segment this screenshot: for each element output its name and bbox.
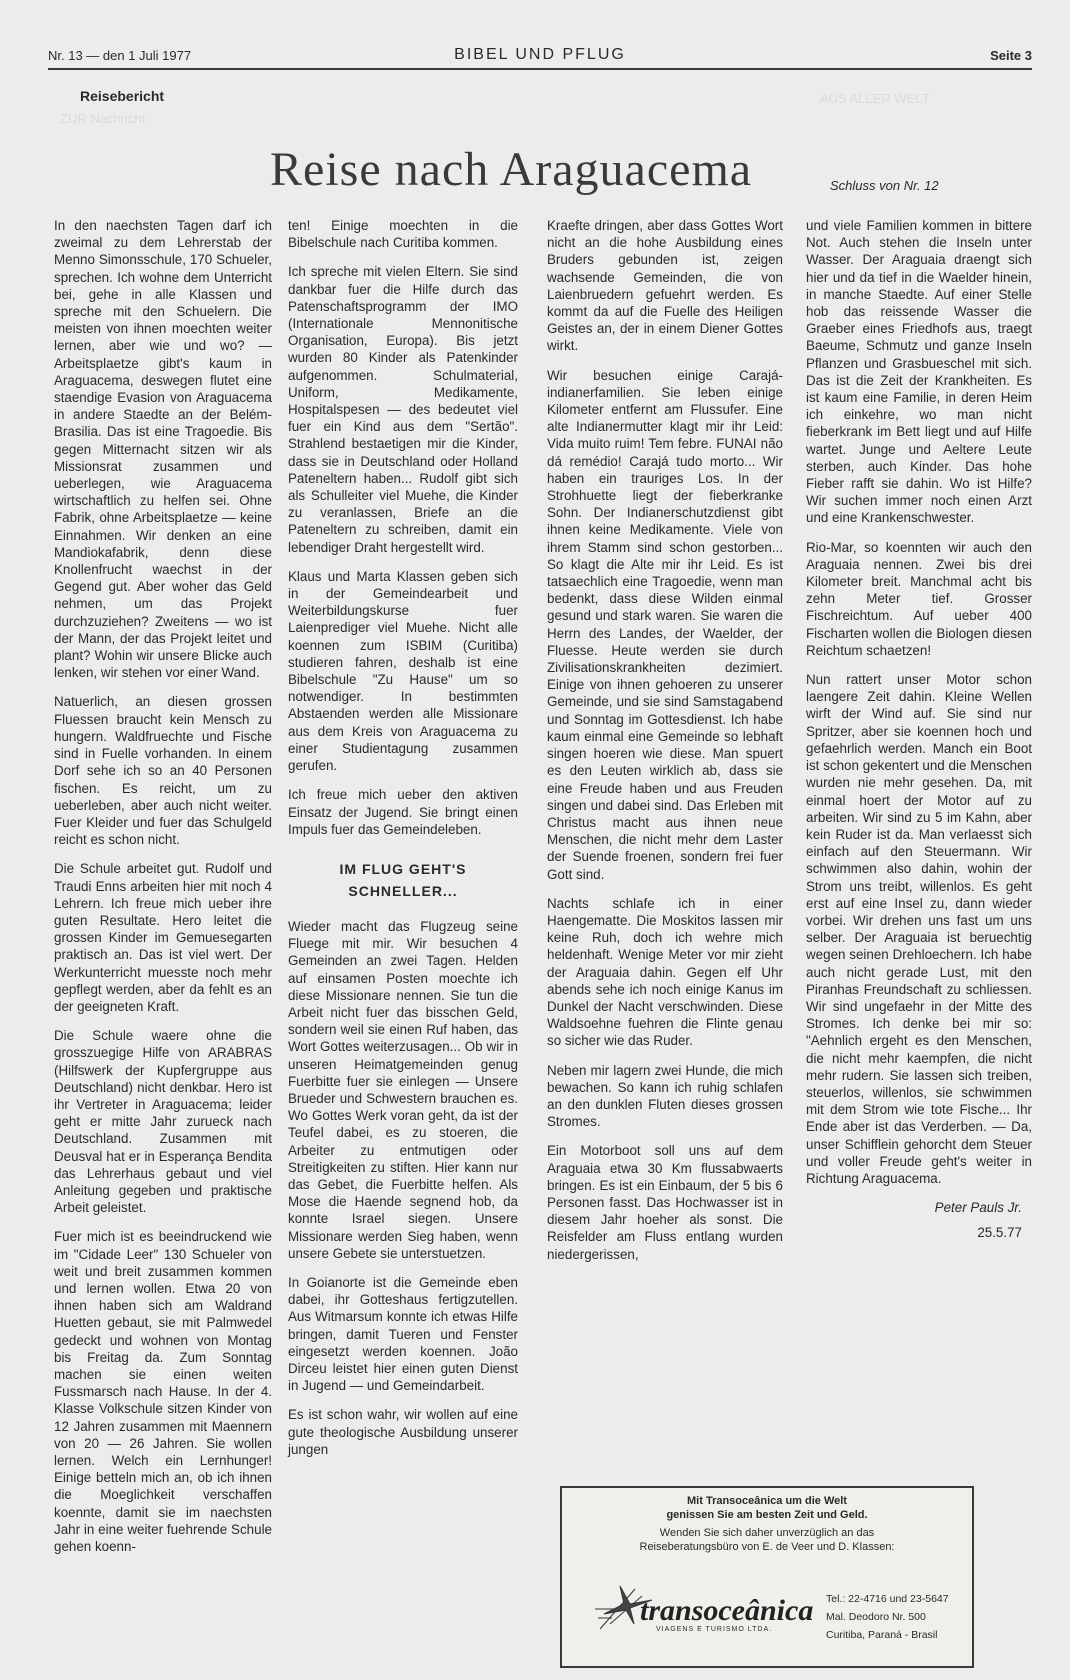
newspaper-name: BIBEL UND PFLUG bbox=[454, 46, 626, 63]
ad-contact bbox=[826, 1590, 949, 1644]
paragraph: Natuerlich, an diesen grossen Fluessen braucht kein Mensch zu hungern. Waldfruechte und Fische sind in Fuelle vorhanden. In einem Dorf sehe ich so an 40 Personen fischen. Es reicht, um zu ueberleben, aber auch nicht weiter. Fuer Kleider und fuer das Schulgeld reicht es schon nicht. bbox=[54, 694, 272, 848]
paragraph: Rio-Mar, so koennten wir auch den Araguaia nennen. Zwei bis drei Kilometer breit. Manchmal acht bis zehn Meter tief. Grosser Fischreichtum. Auf ueber 400 Fischarten wollen die Biologen diesen Reichtum schaetzen! bbox=[806, 539, 1032, 658]
ad-line-2: genissen Sie am besten Zeit und Geld. bbox=[666, 1509, 868, 1521]
paragraph: Fuer mich ist es beeindruckend wie im "Cidade Leer" 130 Schueler von weit und breit zusammen kommen und lernen wollen. Etwa 20 von ihnen haben sich am Waldrand Huetten gebaut, sie mit Palmwedel gedeckt und wohnen von Montag bis Freitag da. Zum Sonntag machen sie einen weiten Fussmarsch nach Hause. In der 4. Klasse Volkschule sitzen Kinder von 12 Jahren zusammen mit Maennern von 20 — 26 Jahren. Sie wollen lernen. Welch ein Lernhunger! Einige betteln mich an, ob ich ihnen die Moeglichkeit verschaffen koennte, damit sie im naechsten Jahr in eine weiter fuehrende Schule gehen koenn- bbox=[54, 1229, 272, 1555]
ad-line-3: Wenden Sie sich daher unverzüglich an das bbox=[659, 1527, 875, 1539]
paragraph: Die Schule waere ohne die grosszuegige Hilfe von ARABRAS (Hilfswerk der Kupfergruppe aus Deutschland) nicht denkbar. Hero ist ihr Vertreter in Araguacema; leider geht er mitte Jahr zurueck nach Deutschland. Zusammen mit Deusval hat er in Esperança Bendita das Lehrerhaus gebaut und viel Anleitung gegeben und praktische Arbeit geleistet. bbox=[54, 1028, 272, 1216]
page-number: Seite 3 bbox=[990, 48, 1032, 63]
issue-info: Nr. 13 — den 1 Juli 1977 bbox=[48, 48, 192, 63]
paragraph: Ich spreche mit vielen Eltern. Sie sind dankbar fuer die Hilfe durch das Patenschaftsprogramm der IMO (Internationale Mennonitische Organisation, Europa). Bis jetzt wurden 80 Kinder als Patenkinder aufgenommen. Schulmaterial, Uniform, Medikamente, Hospitalspesen — des bedeutet viel fuer ein Kind aus dem "Sertão". Strahlend bestaetigen mir die Kinder, dass sie in Deutschland oder Holland Pateneltern haben... Rudolf gibt sich als Schulleiter viel Muehe, die Kinder zu veranlassen, Briefe an die Pateneltern zu schreiben, damit ein lebendiger Draht hergestellt wird. bbox=[288, 264, 518, 555]
newspaper-page: AUS ALLER WELT ZUR Nachricht Nr. 13 — den 1 Juli 1977 BIBEL UND PFLUG Seite 3 Reisebericht Reise nach Araguacema Schluss von Nr. 12 In den naechsten Tagen darf ich zweimal zu dem Lehrerstab der Menno Simonsschule, 170 Schueler, sprechen. Ich wohne dem Unterricht bei, gehe in alle Klassen und spreche mit den Schuelern. Die meisten von ihnen moechten weiter lernen, aber wie und wo? — Arbeitsplaetze gibt's kaum in Araguacema, deswegen flutet eine staendige Evasion von Araguacema in andere Staedte an der Belém-Brasilia. Das ist eine Tragoedie. Bis gegen Mitternacht sitzen wir als Missionsrat zusammen und ueberlegen, wie Araguacema wirtschaftlich zu helfen sei. Ohne Fabrik, ohne Arbeitsplaetze — keine Einnahmen. Wir denken an eine Mandiokafabrik, denn diese Knollenfrucht waechst in der Gegend gut. Aber woher das Geld nehmen, um das Projekt durchzuziehen? Zweitens — wo ist der Mann, der das Projekt leitet und plant? Wohin wir unsere Blicke auch lenken, wir stehen vor einer Wand. Natuerlich, an diesen grossen Fluessen braucht kein Mensch zu hungern. Waldfruechte und Fische sind in Fuelle vorhanden. In einem Dorf sehe ich so an 40 Personen fischen. Es reicht, um zu ueberleben, aber auch nicht weiter. Fuer Kleider und fuer das Schulgeld reicht es schon nicht. Die Schule arbeitet gut. Rudolf und Traudi Enns arbeiten hier mit noch 4 Lehrern. Ich freue mich ueber ihre guten Resultate. Hero leitet die grossen Kinder im Gemuesegarten praktisch an. Das ist viel wert. Der Werkunterricht muesste noch mehr gepflegt werden, aber da fehlt es an der geeigneten Kraft. Die Schule waere ohne die grosszuegige Hilfe von ARABRAS (Hilfswerk der Kupfergruppe aus Deutschland) nicht denkbar. Hero ist ihr Vertreter in Araguacema; leider geht er mitte Jahr zurueck nach Deutschland. Zusammen mit Deusval hat er in Esperança Bendita das Lehrerhaus gebaut und viel Anleitung gegeben und praktische Arbeit geleistet. Fuer mich ist es beeindruckend wie im "Cidade Leer" 130 Schueler von weit und breit zusammen kommen und lernen wollen. Etwa 20 von ihnen haben sich am Waldrand Huetten gebaut, sie mit Palmwedel gedeckt und wohnen von Montag bis Freitag da. Zum Sonntag machen sie einen weiten Fussmarsch nach Hause. In der 4. Klasse Volkschule sitzen Kinder von 12 Jahren zusammen mit Maennern von 20 — 26 Jahren. Sie wollen lernen. Welch ein Lernhunger! Einige betteln mich an, ob ich ihnen die Moeglichkeit verschaffen koennte, damit sie im naechsten Jahr in eine weiter fuehrende Schule gehen koenn- ten! Einige moechten in die Bibelschule nach Curitiba kommen. Ich spreche mit vielen Eltern. Sie sind dankbar fuer die Hilfe durch das Patenschaftsprogramm der IMO (Internationale Mennonitische Organisation, Europa). Bis jetzt wurden 80 Kinder als Patenkinder aufgenommen. Schulmaterial, Uniform, Medikamente, Hospitalspesen — des bedeutet viel fuer ein Kind aus dem "Sertão". Strahlend bestaetigen mir die Kinder, dass sie in Deutschland oder Holland Pateneltern haben... Rudolf gibt sich als Schulleiter viel Muehe, die Kinder zu veranlassen, Briefe an die Pateneltern zu schreiben, damit ein lebendiger Draht hergestellt wird. Klaus und Marta Klassen geben sich in der Gemeindearbeit und Weiterbildungskurse fuer Laienprediger viel Muehe. Nicht alle koennen zum ISBIM (Curitiba) studieren fahren, deshalb ist eine Bibelschule "Zu Hause" um so notwendiger. In bestimmten Abstaenden werden alle Missionare aus dem Kreis von Araguacema zu einer Studientagung zusammen gerufen. Ich freue mich ueber den aktiven Einsatz der Jugend. Sie bringt einen Impuls fuer das Gemeindeleben. IM FLUG GEHT'S SCHNELLER... Wieder macht das Flugzeug seine Fluege mit mir. Wir besuchen 4 Gemeinden an zwei Tagen. Helden auf einsamen Posten moechte ich diese Missionare nennen. Sie tun die Arbeit nicht fuer das bisschen Geld, sondern weil sie einen Ruf haben, das Wort Gottes weiterzusagen... Ob wir in unseren Heimatgemeinden genug Fuerbitte fuer sie einlegen — Unsere Brueder und Schwestern brauchen es. Wo Gottes Werk voran geht, da ist der Teufel dabei, es zu stoeren, die Arbeiter zu entmutigen oder Streitigkeiten zu stiften. Hier kann nur das Gebet, die Fuerbitte helfen. Als Mose die Haende segnend hob, da konnte Israel siegen. Unsere Missionare werden Sieg haben, wenn unsere Gebete sie unterstuetzen. In Goianorte ist die Gemeinde eben dabei, ihr Gotteshaus fertigzutellen. Aus Witmarsum konnte ich etwas Hilfe bringen, damit Tueren und Fenster eingesetzt werden koennen. João Dirceu leistet hier einen guten Dienst in Jugend — und Gemeindarbeit. Es ist schon wahr, wir wollen auf eine gute theologische Ausbildung unserer jungen Kraefte dringen, aber dass Gottes Wort nicht an die hohe Ausbildung eines Bruders gebunden ist, zeigen wachsende Gemeinden, die von Laienbruedern gefuehrt werden. Es kommt da auf die Fuelle des Heiligen Geistes an, der in einem Diener Gottes wirkt. Wir besuchen einige Carajá-indianerfamilien. Sie leben einige Kilometer entfernt am Flussufer. Eine alte Indianermutter klagt mir ihr Leid: Vida muito ruim! Tem febre. FUNAI não dá remédio! Carajá tudo morto... Wir haben ein trauriges Los. In der Strohhuette liegt der fieberkranke Sohn. Der Indianerschutzdienst gibt ihnen keine Medikamente. Viele von ihrem Stamm sind schon gestorben... So klagt die Alte mir ihr Leid. Es ist tatsaechlich eine Tragoedie, wenn man bedenkt, dass diese Wilden einmal gesund und stark waren. Sie waren die Herrn des Landes, der Waelder, der Fluesse. Heute werden sie durch Zivilisationskrankheiten dezimiert. Einige von ihnen gehoeren zu unserer Gemeinde, und sie sind Samstagabend und Sonntag im Gottesdienst. Ich habe kaum einmal eine Gemeinde so lebhaft singen hoeren wie diese. Man spuert es den Leuten wirklich ab, dass sie eine Freude haben und aus Freuden singen und dabei sind. Das Erleben mit Christus macht aus ihnen neue Menschen, die nicht mehr dem Laster der Suende froenen, sondern frei fuer Gott sind. Nachts schlafe ich in einer Haengematte. Die Moskitos lassen mir keine Ruh, doch ich wehre mich heldenhaft. Wenige Meter vor mir zieht der Araguaia dahin. Gegen elf Uhr abends sehe ich noch einige Kanus im Dunkel der Nacht verschwinden. Diese Waldsoehne fuehren die Flinte genau so sicher wie das Ruder. Neben mir lagern zwei Hunde, die mich bewachen. So kann ich ruhig schlafen an den dunklen Fluten dieses grossen Stromes. Ein Motorboot soll uns auf dem Araguaia etwa 30 Km flussabwaerts bringen. Es ist ein Einbaum, der 5 bis 6 Personen fasst. Das Hochwasser ist in diesem Jahr hoeher als sonst. Die Reisfelder am Fluss entlang wurden niedergerissen, und viele Familien kommen in bittere Not. Auch stehen die Inseln unter Wasser. Der Araguaia draengt sich hier und da tief in die Waelder hinein, in manche Staedte. Auf einer Stelle hob das reissende Wasser die Graeber eines Friedhofs aus, traegt Baeume, Schmutz und ganze Inseln Pflanzen und Grasbueschel mit sich. Das ist die Zeit der Krankheiten. Es ist kaum eine Familie, in deren Heim ich einkehre, wo man nicht fieberkrank im Bett liegt und auf Hilfe wartet. Junge und Aeltere Leute sterben, auch Kinder. Das hohe Fieber rafft sie dahin. Wo ist Hilfe? Wir suchen immer noch einen Arzt und eine Krankenschwester. Rio-Mar, so koennten wir auch den Araguaia nennen. Zwei bis drei Kilometer breit. Manchmal acht bis zehn Meter tief. Grosser Fischreichtum. Auf ueber 400 Fischarten wollen die Biologen diesen Reichtum schaetzen! Nun rattert unser Motor schon laengere Zeit dahin. Kleine Wellen wirft der Wind auf. Sie sind nur Spritzer, aber sie koennen hoch und gefaehrlich werden. Manch ein Boot ist schon gekentert und die Menschen wurden nie mehr gesehen. Da, mit einmal hoert der Motor auf zu arbeiten. Wir sind zu 5 im Kahn, aber kein Ruder ist da. Man verlaesst sich einfach auf den Steuermann. Wir schwimmen also dahin, wohin der Strom uns treibt, willenlos. Es geht erst auf eine Insel zu, dann wieder vorbei. Wir drehen uns fast um uns selber. Der Araguaia ist beruechtig wegen seinen Drehloechern. Ich habe auch nicht gerade Lust, mit den Piranhas Freundschaft zu schliessen. Wir sind ungefaehr in der Mitte des Stromes. Ich denke bei mir so: "Aehnlich ergeht es den Menschen, die nicht mehr kaempfen, die nicht mehr rudern. Sie lassen sich treiben, steuerlos, willenlos, sie schwimmen mit dem Strom wie tote Fische... Ihr Ende aber ist das Verderben. — Da, unser Schifflein gehorcht dem Steuer und voller Freude geht's weiter in Richtung Araguacema. Peter Pauls Jr. 25.5.77 Mit Transoceânica um die Welt genissen Sie am besten Zeit und Geld. Wenden Sie sich daher unverzüglich an das Reiseberatungsbüro von E. de Veer und D. Klassen: transoceânica VIAGENS E TURISMO LTDA. Tel.: 22-4716 und 23-5647 Mal. Deodoro Nr. 500 Curitiba, Paraná - Brasil bbox=[0, 0, 1070, 1680]
ad-logo-subtitle: VIAGENS E TURISMO LTDA. bbox=[656, 1626, 773, 1633]
paragraph: und viele Familien kommen in bittere Not. Auch stehen die Inseln unter Wasser. Der Araguaia draengt sich hier und da tief in die Waelder hinein, in manche Staedte. Auf einer Stelle hob das reissende Wasser die Graeber eines Friedhofs aus, traegt Baeume, Schmutz und ganze Inseln Pflanzen und Grasbueschel mit sich. Das ist die Zeit der Krankheiten. Es ist kaum eine Familie, in deren Heim ich einkehre, wo man nicht fieberkrank im Bett liegt und auf Hilfe wartet. Junge und Aeltere Leute sterben, auch Kinder. Das hohe Fieber rafft sie dahin. Wo ist Hilfe? Wir suchen immer noch einen Arzt und eine Krankenschwester. bbox=[806, 218, 1032, 526]
ad-body bbox=[562, 1526, 972, 1554]
paragraph: ten! Einige moechten in die Bibelschule nach Curitiba kommen. bbox=[288, 218, 518, 251]
column-4 bbox=[806, 217, 1032, 1242]
paragraph: Nun rattert unser Motor schon laengere Zeit dahin. Kleine Wellen wirft der Wind auf. Sie sind nur Spritzer, aber sie koennen hoch und gefaehrlich werden. Manch ein Boot ist schon gekentert und die Menschen wurden nie mehr gesehen. Da, mit einmal hoert der Motor auf zu arbeiten. Wir sind zu 5 im Kahn, aber kein Ruder ist da. Man verlaesst sich einfach auf den Steuermann. Wir schwimmen also dahin, wohin der Strom uns treibt, willenlos. Es geht erst auf eine Insel zu, dann wieder vorbei. Wir drehen uns fast um uns selber. Der Araguaia ist beruechtig wegen seinen Drehloechern. Ich habe auch nicht gerade Lust, mit den Piranhas Freundschaft zu schliessen. Wir sind ungefaehr in der Mitte des Stromes. Ich denke bei mir so: "Aehnlich ergeht es den Menschen, die nicht mehr kaempfen, die nicht mehr rudern. Sie lassen sich treiben, steuerlos, willenlos, sie schwimmen mit dem Strom wie tote Fische... Ihr Ende aber ist das Verderben. — Da, unser Schifflein gehorcht dem Steuer und voller Freude geht's weiter in Richtung Araguacema. bbox=[806, 672, 1032, 1186]
paragraph: Wir besuchen einige Carajá-indianerfamilien. Sie leben einige Kilometer entfernt am Flussufer. Eine alte Indianermutter klagt mir ihr Leid: Vida muito ruim! Tem febre. FUNAI não dá remédio! Carajá tudo morto... Wir haben ein trauriges Los. In der Strohhuette liegt der fieberkranke Sohn. Der Indianerschutzdienst gibt ihnen keine Medikamente. Viele von ihrem Stamm sind schon gestorben... So klagt die Alte mir ihr Leid. Es ist tatsaechlich eine Tragoedie, wenn man bedenkt, dass diese Wilden einmal gesund und stark waren. Sie waren die Herrn des Landes, der Waelder, der Fluesse. Heute werden sie durch Zivilisationskrankheiten dezimiert. Einige von ihnen gehoeren zu unserer Gemeinde, und sie sind Samstagabend und Sonntag im Gottesdienst. Ich habe kaum einmal eine Gemeinde so lebhaft singen hoeren wie diese. Man spuert es den Leuten wirklich ab, dass sie eine Freude haben und aus Freuden singen und dabei sind. Das Erleben mit Christus macht aus ihnen neue Menschen, die nicht mehr dem Laster der Suende froenen, sondern frei fuer Gott sind. bbox=[547, 367, 783, 882]
continued-note: Schluss von Nr. 12 bbox=[830, 178, 939, 193]
paragraph: Ich freue mich ueber den aktiven Einsatz der Jugend. Sie bringt einen Impuls fuer das Gemeindeleben. bbox=[288, 787, 518, 837]
paragraph: Die Schule arbeitet gut. Rudolf und Traudi Enns arbeiten hier mit noch 4 Lehrern. Ich freue mich ueber ihre guten Resultate. Hero leitet die grossen Kinder im Gemuesegarten praktisch an. Das ist viel wert. Der Werkunterricht muesste noch mehr gepflegt werden, aber da fehlt es an der geeigneten Kraft. bbox=[54, 861, 272, 1014]
column-1 bbox=[54, 217, 272, 1567]
article-date: 25.5.77 bbox=[977, 1225, 1022, 1241]
paragraph: Klaus und Marta Klassen geben sich in der Gemeindearbeit und Weiterbildungskurse fuer Laienprediger viel Muehe. Nicht alle koennen zum ISBIM (Curitiba) studieren fahren, deshalb ist eine Bibelschule "Zu Hause" um so notwendiger. In bestimmten Abstaenden werden alle Missionare aus dem Kreis von Araguacema zu einer Studientagung zusammen gerufen. bbox=[288, 568, 518, 774]
paragraph: Kraefte dringen, aber dass Gottes Wort nicht an die hohe Ausbildung eines Bruders gebunden ist, zeigen wachsende Gemeinden, die von Laienbruedern gefuehrt werden. Es kommt da auf die Fuelle des Heiligen Geistes an, der in einem Diener Gottes wirkt. bbox=[547, 218, 783, 354]
paragraph: In den naechsten Tagen darf ich zweimal zu dem Lehrerstab der Menno Simonsschule, 170 Schueler, sprechen. Ich wohne dem Unterricht bei, gehe in alle Klassen und spreche mit den Schuelern. Die meisten von ihnen moechten weiter lernen, aber wie und wo? — Arbeitsplaetze gibt's kaum in Araguacema, deswegen flutet eine staendige Evasion von Araguacema in andere Staedte an der Belém-Brasilia. Das ist eine Tragoedie. Bis gegen Mitternacht sitzen wir als Missionsrat zusammen und ueberlegen, wie Araguacema wirtschaftlich zu helfen sei. Ohne Fabrik, ohne Arbeitsplaetze — keine Einnahmen. Wir denken an eine Mandiokafabrik, denn diese Knollenfrucht waechst in der Gegend gut. Aber woher das Geld nehmen, um das Projekt durchzuziehen? Zweitens — wo ist der Mann, der das Projekt leitet und plant? Wohin wir unsere Blicke auch lenken, wir stehen vor einer Wand. bbox=[54, 218, 272, 681]
ad-line-4: Reiseberatungsbüro von E. de Veer und D. Klassen: bbox=[639, 1541, 895, 1553]
paragraph: Neben mir lagern zwei Hunde, die mich bewachen. So kann ich ruhig schlafen an den dunklen Fluten dieses grossen Stromes. bbox=[547, 1062, 783, 1130]
author-signature: Peter Pauls Jr. bbox=[934, 1200, 1022, 1216]
paragraph: Es ist schon wahr, wir wollen auf eine gute theologische Ausbildung unserer jungen bbox=[288, 1407, 518, 1457]
article-kicker: Reisebericht bbox=[80, 88, 165, 104]
column-3 bbox=[547, 217, 783, 1275]
ad-line-1: Mit Transoceânica um die Welt bbox=[687, 1495, 847, 1507]
transoceanica-logo bbox=[590, 1574, 820, 1644]
paragraph: Nachts schlafe ich in einer Haengematte. Die Moskitos lassen mir keine Ruh, doch ich wehre mich heldenhaft. Wenige Meter vor mir zieht der Araguaia dahin. Gegen elf Uhr abends sehe ich noch einige Kanus im Dunkel der Nacht verschwinden. Diese Waldsoehne fuehren die Flinte genau so sicher wie das Ruder. bbox=[547, 895, 783, 1049]
article-title: Reise nach Araguacema bbox=[270, 143, 753, 196]
paragraph: In Goianorte ist die Gemeinde eben dabei, ihr Gotteshaus fertigzutellen. Aus Witmarsum konnte ich etwas Hilfe bringen, damit Tueren und Fenster eingesetzt werden koennen. João Dirceu leistet hier einen guten Dienst in Jugend — und Gemeindarbeit. bbox=[288, 1274, 518, 1394]
ad-city: Curitiba, Paraná - Brasil bbox=[826, 1629, 938, 1641]
ad-phone: Tel.: 22-4716 und 23-5647 bbox=[826, 1593, 949, 1605]
ad-headline bbox=[562, 1494, 972, 1522]
section-subheading: IM FLUG GEHT'S SCHNELLER... bbox=[339, 860, 467, 899]
ad-logo-text: transoceânica bbox=[640, 1594, 814, 1627]
column-2 bbox=[288, 217, 518, 1470]
paragraph: Ein Motorboot soll uns auf dem Araguaia etwa 30 Km flussabwaerts bringen. Es ist ein Einbaum, der 5 bis 6 Personen fasst. Das Hochwasser ist in diesem Jahr hoeher als sonst. Die Reisfelder am Fluss entlang wurden niedergerissen, bbox=[547, 1143, 783, 1262]
advertisement-box bbox=[560, 1486, 974, 1668]
ad-street: Mal. Deodoro Nr. 500 bbox=[826, 1611, 926, 1623]
page-header bbox=[48, 44, 1032, 70]
paragraph: Wieder macht das Flugzeug seine Fluege mit mir. Wir besuchen 4 Gemeinden an zwei Tagen. Helden auf einsamen Posten moechte ich diese Missionare nennen. Sie tun die Arbeit nicht fuer das bisschen Geld, sondern weil sie einen Ruf haben, das Wort Gottes weiterzusagen... Ob wir in unseren Heimatgemeinden genug Fuerbitte fuer sie einlegen — Unsere Brueder und Schwestern brauchen es. Wo Gottes Werk voran geht, da ist der Teufel dabei, es zu stoeren, die Arbeiter zu entmutigen oder Streitigkeiten zu stiften. Hier kann nur das Gebet, die Fuerbitte helfen. Als Mose die Haende segnend hob, da konnte Israel siegen. Unsere Missionare werden Sieg haben, wenn unsere Gebete sie unterstuetzen. bbox=[288, 918, 518, 1261]
